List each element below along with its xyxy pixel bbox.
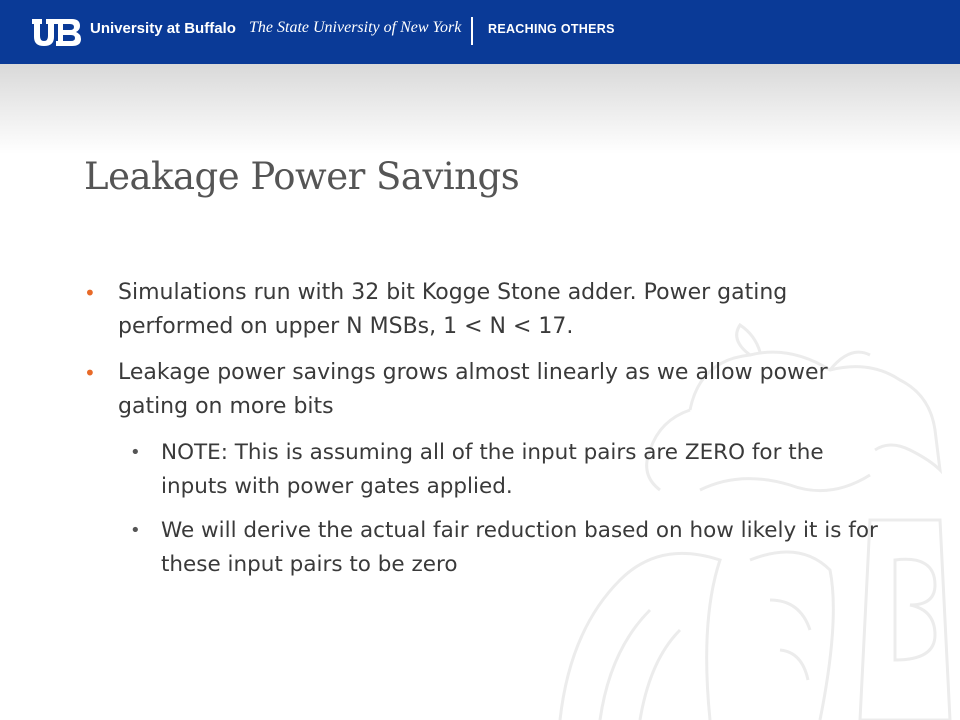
university-motto: REACHING OTHERS <box>488 22 615 36</box>
sub-bullet-text: We will derive the actual fair reduction based on how likely it is for these input pairs to be zero <box>161 518 878 577</box>
sub-bullet-icon: • <box>130 442 141 463</box>
bullet-text: Leakage power savings grows almost linearly as we allow power gating on more bits <box>118 360 828 419</box>
sub-bullet-item <box>84 436 884 504</box>
bullet-icon: • <box>84 361 96 385</box>
header-banner <box>0 0 960 64</box>
slide-title: Leakage Power Savings <box>84 155 520 198</box>
sub-bullet-icon: • <box>130 520 141 541</box>
bullet-text: Simulations run with 32 bit Kogge Stone adder. Power gating performed on upper N MSBs, 1 < N < 17. <box>118 280 788 339</box>
university-name: University at Buffalo <box>90 20 236 37</box>
header-gradient <box>0 64 960 154</box>
slide-body <box>84 276 884 592</box>
university-tagline: The State University of New York <box>249 19 462 36</box>
bullet-item <box>84 356 884 424</box>
ub-logo-icon <box>30 16 82 48</box>
header-divider <box>471 17 473 45</box>
sub-bullet-item <box>84 514 884 582</box>
bullet-item <box>84 276 884 344</box>
sub-bullet-text: NOTE: This is assuming all of the input pairs are ZERO for the inputs with power gates applied. <box>161 440 824 499</box>
bullet-icon: • <box>84 281 96 305</box>
